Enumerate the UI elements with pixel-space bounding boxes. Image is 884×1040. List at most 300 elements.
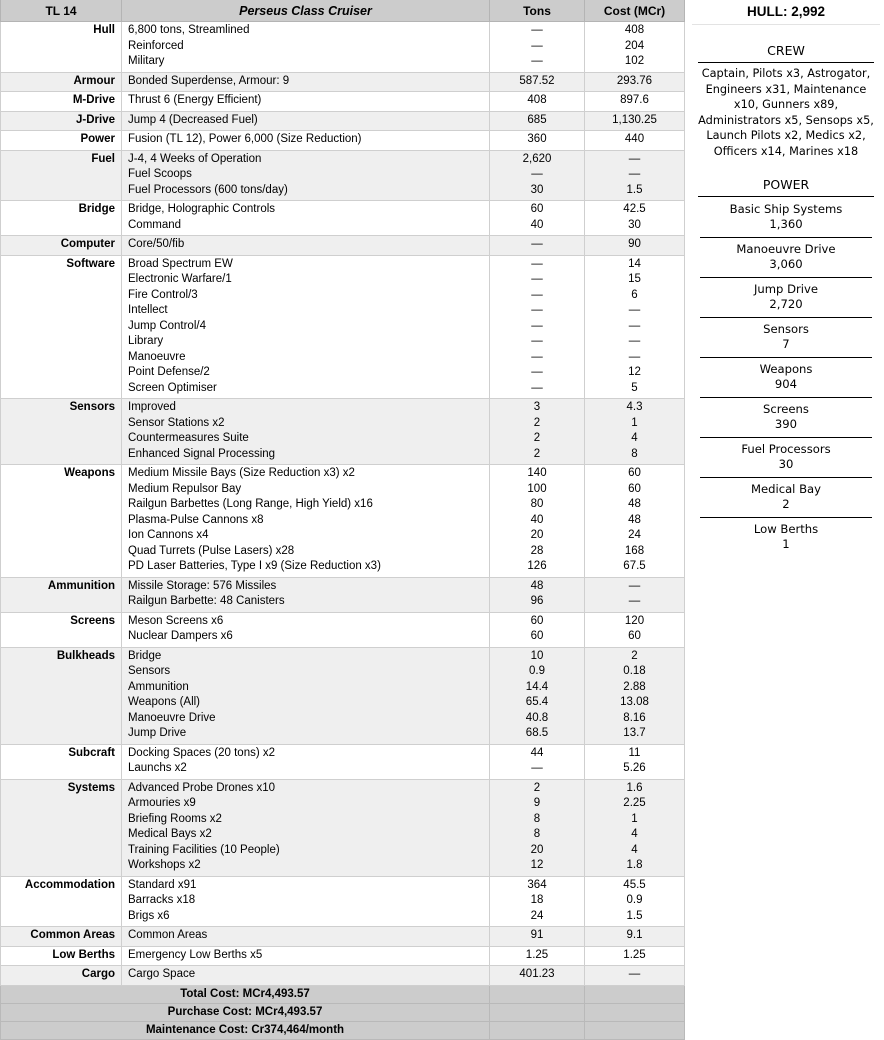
component-cost-line: 168 — [624, 544, 645, 557]
component-cost-line: 6 — [631, 288, 638, 301]
component-tons-line: 40.8 — [525, 711, 549, 724]
component-tons-line: 12 — [530, 859, 544, 871]
component-description-line: Library — [128, 335, 164, 347]
component-description — [122, 150, 490, 201]
component-description — [122, 255, 490, 399]
component-tons-line: 80 — [530, 498, 544, 510]
component-tons — [490, 131, 585, 151]
table-row — [1, 647, 685, 744]
component-description-line: Cargo Space — [128, 968, 196, 980]
component-description-line: Barracks x18 — [128, 894, 196, 906]
component-category-label: Cargo — [1, 966, 122, 986]
component-description-line: Manoeuvre Drive — [128, 711, 216, 724]
power-item-divider — [700, 277, 872, 278]
component-description — [122, 111, 490, 131]
component-cost — [585, 111, 685, 131]
component-tons-line: 1.25 — [525, 948, 549, 961]
table-row — [1, 779, 685, 876]
component-category-label: Bridge — [1, 201, 122, 236]
component-cost-line: 90 — [628, 238, 641, 250]
component-cost-line: 45.5 — [623, 878, 646, 891]
component-cost-line: 0.9 — [626, 894, 643, 906]
component-tons-line: 2 — [533, 781, 541, 794]
component-cost-line: 8 — [631, 447, 638, 460]
component-cost — [585, 744, 685, 779]
component-cost-line: 1.6 — [626, 781, 643, 794]
table-row — [1, 150, 685, 201]
component-description — [122, 612, 490, 647]
component-description — [122, 946, 490, 966]
component-description-line: Command — [128, 218, 182, 231]
component-tons-line: — — [531, 319, 543, 332]
table-row — [1, 876, 685, 927]
component-description-line: Workshops x2 — [128, 859, 201, 871]
component-tons-line: 2 — [533, 416, 541, 429]
component-tons-line: 0.9 — [529, 665, 545, 677]
summary-tons-empty — [490, 1021, 585, 1039]
component-cost — [585, 150, 685, 201]
component-cost-line: 1.8 — [626, 859, 643, 871]
component-cost-line: 102 — [624, 55, 645, 67]
component-category-label: M-Drive — [1, 92, 122, 112]
component-description-line: Medium Missile Bays (Size Reduction x3) x2 — [128, 467, 355, 479]
component-description — [122, 131, 490, 151]
component-tons-line: 8 — [533, 828, 541, 840]
component-description-line: Screen Optimiser — [128, 381, 217, 394]
component-cost-line: 24 — [628, 529, 641, 541]
component-cost-line: — — [628, 579, 641, 592]
component-description-line: Point Defense/2 — [128, 366, 210, 378]
component-description-line: Bridge — [128, 649, 162, 662]
component-cost-line: — — [628, 335, 641, 347]
component-description-line: Fuel Processors (600 tons/day) — [128, 183, 288, 196]
component-description — [122, 779, 490, 876]
summary-row — [1, 985, 685, 1003]
component-cost-line: 4.3 — [626, 401, 643, 413]
component-description-line: Bridge, Holographic Controls — [128, 203, 276, 215]
component-category-label: Armour — [1, 72, 122, 92]
component-description-line: Improved — [128, 401, 176, 413]
component-tons-line: 91 — [530, 929, 544, 941]
table-row — [1, 577, 685, 612]
component-description-line: Reinforced — [128, 39, 184, 52]
component-cost-line: 8.16 — [623, 711, 646, 724]
component-tons — [490, 236, 585, 256]
component-tons-line: 28 — [530, 544, 544, 557]
component-tons-line: — — [531, 238, 543, 250]
component-cost — [585, 131, 685, 151]
table-row — [1, 22, 685, 73]
component-tons-line: 10 — [530, 649, 544, 662]
component-category-label: Systems — [1, 779, 122, 876]
table-row — [1, 399, 685, 465]
component-description-line: Missile Storage: 576 Missiles — [128, 579, 277, 592]
component-cost-line: 60 — [628, 467, 641, 479]
component-cost-line: — — [628, 350, 641, 363]
component-cost-line: 1.5 — [626, 183, 643, 196]
power-item-name: Manoeuvre Drive — [736, 242, 836, 256]
power-item-value: 904 — [774, 377, 798, 391]
table-row — [1, 201, 685, 236]
component-description — [122, 577, 490, 612]
component-description — [122, 201, 490, 236]
power-item — [692, 480, 880, 515]
table-row — [1, 465, 685, 578]
component-description — [122, 399, 490, 465]
summary-cost-empty — [585, 985, 685, 1003]
component-cost-line: 60 — [628, 482, 641, 495]
hull-total-title: HULL: 2,992 — [692, 0, 880, 25]
table-row — [1, 111, 685, 131]
component-cost-line: 1.5 — [626, 909, 643, 922]
component-cost-line: 2 — [631, 649, 638, 662]
component-tons-line: 44 — [530, 746, 544, 759]
component-category-label: Low Berths — [1, 946, 122, 966]
power-item-value: 1,360 — [769, 217, 803, 231]
component-tons — [490, 612, 585, 647]
component-description-line: Core/50/fib — [128, 238, 185, 250]
component-tons — [490, 111, 585, 131]
crew-section-title: CREW — [767, 43, 805, 58]
power-item — [692, 520, 880, 555]
component-description — [122, 927, 490, 947]
component-cost — [585, 577, 685, 612]
component-cost-line: 42.5 — [623, 203, 646, 215]
component-cost — [585, 927, 685, 947]
component-tons — [490, 465, 585, 578]
summary-label: Purchase Cost: MCr4,493.57 — [1, 1003, 490, 1021]
component-description — [122, 22, 490, 73]
component-tons — [490, 150, 585, 201]
component-tons-line: 360 — [527, 133, 547, 145]
component-category-label: Fuel — [1, 150, 122, 201]
component-category-label: Computer — [1, 236, 122, 256]
power-item — [692, 400, 880, 435]
table-row — [1, 966, 685, 986]
power-item-value: 1 — [782, 537, 790, 551]
component-tons-line: 20 — [530, 529, 544, 541]
component-tons-line: — — [531, 273, 543, 285]
component-cost-line: 0.18 — [623, 665, 646, 677]
component-description-line: Nuclear Dampers x6 — [128, 630, 233, 642]
component-cost-line: 1,130.25 — [612, 113, 657, 126]
component-cost-line: 4 — [631, 843, 638, 856]
power-item-value: 7 — [782, 337, 790, 351]
component-cost-line: 13.7 — [623, 727, 646, 739]
table-row — [1, 92, 685, 112]
component-cost-line: 12 — [628, 366, 641, 378]
component-description-line: Common Areas — [128, 929, 208, 941]
component-description-line: PD Laser Batteries, Type I x9 (Size Reduction x3) — [128, 560, 381, 572]
component-description-line: Launchs x2 — [128, 762, 187, 774]
component-tons-line: 40 — [530, 513, 544, 526]
component-description — [122, 92, 490, 112]
component-tons — [490, 647, 585, 744]
component-tons-line: 60 — [530, 614, 544, 627]
component-description — [122, 465, 490, 578]
component-category-label: Bulkheads — [1, 647, 122, 744]
component-tons-line: 20 — [530, 843, 544, 856]
table-row — [1, 72, 685, 92]
power-item-value: 3,060 — [769, 257, 803, 271]
component-cost-line: 11 — [628, 746, 641, 759]
component-tons — [490, 201, 585, 236]
component-cost-line: 60 — [628, 630, 641, 642]
power-item-divider — [700, 357, 872, 358]
component-description-line: Docking Spaces (20 tons) x2 — [128, 746, 276, 759]
component-description-line: Broad Spectrum EW — [128, 257, 233, 270]
component-cost-line: — — [628, 304, 641, 316]
component-tons-line: 24 — [530, 909, 544, 922]
component-description-line: Fuel Scoops — [128, 168, 192, 180]
component-category-label: Subcraft — [1, 744, 122, 779]
component-cost-line: 897.6 — [620, 94, 649, 106]
component-description-line: Fusion (TL 12), Power 6,000 (Size Reduction) — [128, 133, 362, 145]
component-cost-line: 48 — [628, 498, 641, 510]
component-cost — [585, 236, 685, 256]
component-tons-line: — — [531, 762, 543, 774]
component-tons-line: 685 — [527, 113, 547, 126]
table-body — [1, 22, 685, 986]
component-category-label: Weapons — [1, 465, 122, 578]
component-cost-line: 13.08 — [620, 696, 649, 708]
component-description-line: Railgun Barbette: 48 Canisters — [128, 595, 285, 607]
component-description-line: Bonded Superdense, Armour: 9 — [128, 74, 290, 87]
table-header — [1, 0, 685, 22]
power-item-name: Fuel Processors — [741, 442, 831, 456]
component-tons — [490, 399, 585, 465]
component-description — [122, 744, 490, 779]
component-description-line: 6,800 tons, Streamlined — [128, 24, 250, 36]
component-tons-line: 14.4 — [525, 680, 549, 693]
component-description-line: Sensor Stations x2 — [128, 416, 225, 429]
summary-label: Total Cost: MCr4,493.57 — [1, 985, 490, 1003]
component-cost — [585, 779, 685, 876]
component-tons-line: 68.5 — [525, 727, 549, 739]
ship-summary-panel — [692, 0, 880, 555]
component-description-line: Enhanced Signal Processing — [128, 447, 276, 460]
component-description — [122, 236, 490, 256]
component-cost — [585, 647, 685, 744]
component-cost — [585, 255, 685, 399]
component-cost-line: 48 — [628, 513, 641, 526]
component-tons-line: 30 — [530, 183, 544, 196]
component-category-label: Screens — [1, 612, 122, 647]
component-cost-line: 15 — [628, 273, 641, 285]
power-item — [692, 320, 880, 355]
component-tons-line: — — [531, 381, 543, 394]
component-cost-line: — — [628, 168, 641, 180]
component-cost — [585, 22, 685, 73]
component-tons — [490, 876, 585, 927]
column-header-tech-level: TL 14 — [1, 0, 122, 22]
summary-cost-empty — [585, 1021, 685, 1039]
component-tons — [490, 744, 585, 779]
component-description-line: Electronic Warfare/1 — [128, 273, 232, 285]
component-description-line: Thrust 6 (Energy Efficient) — [128, 94, 262, 106]
component-description-line: Manoeuvre — [128, 350, 186, 363]
component-tons-line: — — [531, 350, 543, 363]
table-row — [1, 744, 685, 779]
component-description-line: Medium Repulsor Bay — [128, 482, 242, 495]
component-tons-line: — — [531, 24, 543, 36]
component-description-line: J-4, 4 Weeks of Operation — [128, 152, 262, 165]
summary-cost-empty — [585, 1003, 685, 1021]
component-cost-line: 4 — [631, 432, 638, 444]
summary-tons-empty — [490, 1003, 585, 1021]
component-tons-line: — — [531, 335, 543, 347]
component-tons-line: 2 — [533, 432, 541, 444]
table-row — [1, 612, 685, 647]
component-cost — [585, 612, 685, 647]
power-item-name: Jump Drive — [753, 282, 818, 296]
component-tons-line: 96 — [530, 595, 544, 607]
component-tons-line: 9 — [533, 797, 541, 809]
component-cost-line: 440 — [624, 133, 645, 145]
power-item-name: Basic Ship Systems — [729, 202, 843, 216]
power-item-divider — [700, 437, 872, 438]
power-item — [692, 280, 880, 315]
power-item-name: Low Berths — [753, 522, 819, 536]
component-cost-line: 5.26 — [623, 762, 646, 774]
power-item-name: Weapons — [759, 362, 813, 376]
component-tons-line: — — [531, 304, 543, 316]
power-item — [692, 440, 880, 475]
table-row — [1, 946, 685, 966]
component-tons-line: 18 — [530, 894, 544, 906]
component-description-line: Weapons (All) — [128, 696, 201, 708]
column-header-tons: Tons — [490, 0, 585, 22]
component-category-label: Hull — [1, 22, 122, 73]
summary-row — [1, 1021, 685, 1039]
component-cost-line: 2.88 — [623, 680, 646, 693]
component-cost-line: 30 — [628, 218, 641, 231]
component-description-line: Standard x91 — [128, 878, 197, 891]
component-cost — [585, 966, 685, 986]
component-description-line: Sensors — [128, 665, 171, 677]
power-allocation-list — [692, 200, 880, 555]
component-tons-line: 3 — [533, 401, 541, 413]
component-cost — [585, 72, 685, 92]
component-cost-line: — — [628, 968, 641, 980]
component-description — [122, 966, 490, 986]
component-description-line: Meson Screens x6 — [128, 614, 224, 627]
component-description-line: Advanced Probe Drones x10 — [128, 781, 276, 794]
component-cost — [585, 92, 685, 112]
power-item-value: 2 — [782, 497, 790, 511]
component-tons-line: — — [531, 257, 543, 270]
component-description-line: Briefing Rooms x2 — [128, 812, 222, 825]
power-item — [692, 200, 880, 235]
component-category-label: Ammunition — [1, 577, 122, 612]
component-description-line: Training Facilities (10 People) — [128, 843, 280, 856]
component-category-label: Software — [1, 255, 122, 399]
component-description — [122, 876, 490, 927]
component-cost-line: 120 — [624, 614, 645, 627]
power-item-divider — [700, 517, 872, 518]
component-tons-line: 364 — [527, 878, 547, 891]
component-tons-line: — — [531, 39, 543, 52]
component-description-line: Railgun Barbettes (Long Range, High Yield) x16 — [128, 498, 373, 510]
component-tons-line: 587.52 — [519, 74, 555, 87]
crew-roster-text: Captain, Pilots x3, Astrogator, Engineers x31, Maintenance x10, Gunners x89, Administrators x5, Sensops x5, Launch Pilots x2, Medics x2, Officers x14, Marines x18 — [698, 67, 874, 158]
power-divider — [698, 196, 874, 197]
table-header-row — [1, 0, 685, 22]
component-description-line: Jump 4 (Decreased Fuel) — [128, 113, 258, 126]
component-cost-line: 9.1 — [626, 929, 643, 941]
component-tons — [490, 946, 585, 966]
power-item-name: Sensors — [763, 322, 809, 336]
component-tons-line: — — [531, 288, 543, 301]
component-description-line: Emergency Low Berths x5 — [128, 948, 263, 961]
component-cost — [585, 876, 685, 927]
component-tons-line: 40 — [530, 218, 544, 231]
component-cost-line: 14 — [628, 257, 641, 270]
power-item — [692, 360, 880, 395]
component-tons-line: 2,620 — [522, 152, 552, 165]
power-item-name: Medical Bay — [750, 482, 822, 496]
component-cost-line: 4 — [631, 828, 638, 840]
component-tons — [490, 966, 585, 986]
component-cost-line: 2.25 — [623, 797, 646, 809]
component-description — [122, 647, 490, 744]
component-description-line: Brigs x6 — [128, 909, 170, 922]
component-category-label: Common Areas — [1, 927, 122, 947]
component-description-line: Military — [128, 55, 165, 67]
component-description-line: Fire Control/3 — [128, 288, 198, 301]
power-item-value: 2,720 — [769, 297, 803, 311]
component-tons — [490, 577, 585, 612]
table-row — [1, 255, 685, 399]
summary-label: Maintenance Cost: Cr374,464/month — [1, 1021, 490, 1039]
component-tons-line: 65.4 — [525, 696, 549, 708]
component-tons-line: — — [531, 55, 543, 67]
component-cost — [585, 201, 685, 236]
component-description-line: Armouries x9 — [128, 797, 196, 809]
component-tons-line: 48 — [530, 579, 544, 592]
component-tons-line: — — [531, 366, 543, 378]
component-cost — [585, 946, 685, 966]
table-row — [1, 236, 685, 256]
component-tons-line: 126 — [527, 560, 547, 572]
component-cost-line: — — [628, 319, 641, 332]
component-cost-line: — — [628, 152, 641, 165]
power-item-value: 30 — [778, 457, 794, 471]
component-description-line: Jump Control/4 — [128, 319, 206, 332]
table-row — [1, 131, 685, 151]
power-item-divider — [700, 397, 872, 398]
component-tons-line: 8 — [533, 812, 541, 825]
component-category-label: Power — [1, 131, 122, 151]
component-category-label: Accommodation — [1, 876, 122, 927]
component-description-line: Countermeasures Suite — [128, 432, 249, 444]
component-cost-line: 1.25 — [623, 948, 646, 961]
component-tons — [490, 22, 585, 73]
component-description-line: Ammunition — [128, 680, 189, 693]
component-cost-line: 1 — [631, 812, 638, 825]
power-item — [692, 240, 880, 275]
power-item-name: Screens — [763, 402, 809, 416]
component-cost-line: 67.5 — [623, 560, 646, 572]
component-tons — [490, 92, 585, 112]
component-category-label: Sensors — [1, 399, 122, 465]
crew-divider — [698, 62, 874, 63]
component-tons-line: 60 — [530, 203, 544, 215]
component-description — [122, 72, 490, 92]
component-cost-line: 1 — [631, 416, 638, 429]
component-tons-line: 408 — [527, 94, 547, 106]
column-header-cost: Cost (MCr) — [585, 0, 685, 22]
